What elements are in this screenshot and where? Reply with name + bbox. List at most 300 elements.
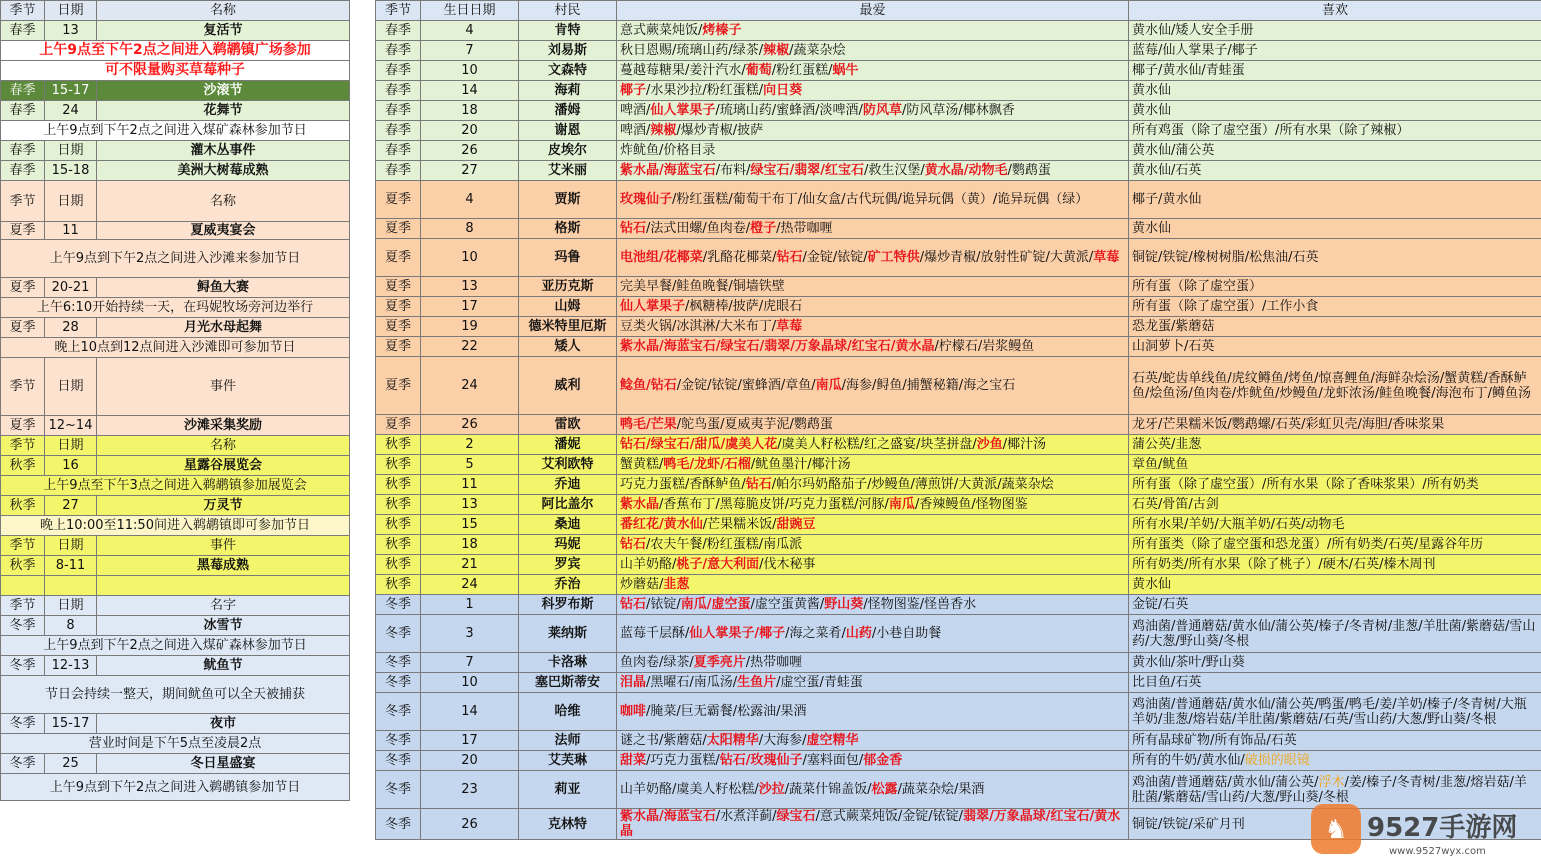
festival-date: 日期 xyxy=(45,358,97,416)
gift-text: 龙牙/芒果糯米饭/鹦鹉螺/石英/彩虹贝壳/海胆/香味浆果 xyxy=(1132,417,1445,432)
festival-season: 秋季 xyxy=(1,496,45,516)
villager-birthday: 24 xyxy=(421,575,519,595)
villager-name: 法师 xyxy=(519,731,617,751)
festival-row xyxy=(1,278,350,298)
villager-season: 冬季 xyxy=(376,771,421,809)
festival-date: 日期 xyxy=(45,436,97,456)
header-villager: 村民 xyxy=(519,1,617,21)
festival-date: 日期 xyxy=(45,181,97,222)
header-likes: 喜欢 xyxy=(1129,1,1541,21)
gift-text: 蒲公英/韭葱 xyxy=(1132,437,1202,452)
villager-loves xyxy=(617,41,1129,61)
gift-text: /怪物图鉴/怪兽香水 xyxy=(863,597,977,612)
gift-text: /蔬菜杂烩/果酒 xyxy=(897,782,985,797)
loved-gift-highlight: 仙人掌果子 xyxy=(650,103,716,118)
festival-season: 季节 xyxy=(1,536,45,556)
villager-season: 冬季 xyxy=(376,731,421,751)
villager-likes xyxy=(1129,693,1541,731)
loved-gift-highlight: 电池组/花椰菜 xyxy=(620,250,703,265)
festival-note-row xyxy=(1,774,350,801)
loved-gift-highlight: 沙鱼 xyxy=(976,437,1003,452)
festival-date: 24 xyxy=(45,101,97,121)
villager-likes xyxy=(1129,277,1541,297)
loved-gift-highlight: 黄水晶/动物毛 xyxy=(924,163,1008,178)
villager-name: 阿比盖尔 xyxy=(519,495,617,515)
villager-season: 秋季 xyxy=(376,475,421,495)
villager-season: 冬季 xyxy=(376,653,421,673)
villager-birthday: 19 xyxy=(421,317,519,337)
loved-gift-highlight: 葡萄 xyxy=(745,63,772,78)
villager-name: 肯特 xyxy=(519,21,617,41)
villager-name: 科罗布斯 xyxy=(519,595,617,615)
festival-season: 秋季 xyxy=(1,556,45,576)
gift-text: 秋日恩赐/琉璃山药/绿茶/ xyxy=(620,43,764,58)
gift-text: 章鱼/鱿鱼 xyxy=(1132,457,1189,472)
villager-likes xyxy=(1129,731,1541,751)
festival-note: 晚上10:00至11:50间进入鹈鹕镇即可参加节日 xyxy=(1,516,350,536)
villager-row xyxy=(376,595,1541,615)
villager-loves xyxy=(617,555,1129,575)
gift-text: 鸡油菌/普通蘑菇/黄水仙/蒲公英/ xyxy=(1132,774,1319,790)
gift-text: 所有晶球矿物/所有饰品/石英 xyxy=(1132,733,1297,748)
villager-birthday: 26 xyxy=(421,141,519,161)
villager-birthday: 4 xyxy=(421,21,519,41)
villager-season: 夏季 xyxy=(376,357,421,415)
villager-loves xyxy=(617,141,1129,161)
festival-season: 夏季 xyxy=(1,222,45,240)
gift-text: /爆炒青椒/披萨 xyxy=(676,123,764,138)
loved-gift-highlight: 仙人掌果子 xyxy=(620,299,686,314)
loved-gift-highlight: 鸭毛/龙虾/石榴 xyxy=(663,457,751,472)
villager-birthday: 4 xyxy=(421,181,519,219)
gift-text: /柠檬石/岩浆鳗鱼 xyxy=(934,339,1035,354)
festival-note: 上午9点到下午2点之间进入煤矿森林参加节日 xyxy=(1,636,350,656)
festival-season: 季节 xyxy=(1,358,45,416)
villager-season: 冬季 xyxy=(376,693,421,731)
gift-text: 椰子/黄水仙/青蛙蛋 xyxy=(1132,63,1245,78)
villager-season: 春季 xyxy=(376,81,421,101)
villager-name: 克林特 xyxy=(519,809,617,840)
villager-loves xyxy=(617,61,1129,81)
villager-likes xyxy=(1129,239,1541,277)
gift-text: 黄水仙/石英 xyxy=(1132,163,1202,178)
festival-date: 8 xyxy=(45,616,97,636)
villager-season: 夏季 xyxy=(376,277,421,297)
villager-birthday: 2 xyxy=(421,435,519,455)
gift-text: 黄水仙/茶叶/野山葵 xyxy=(1132,655,1245,670)
villager-season: 夏季 xyxy=(376,337,421,357)
villager-row xyxy=(376,121,1541,141)
gift-text: /意式蕨菜炖饭/金锭/铱锭/ xyxy=(815,809,964,824)
festival-note-row xyxy=(1,61,350,81)
villager-loves xyxy=(617,575,1129,595)
festival-row xyxy=(1,81,350,101)
festival-row xyxy=(1,496,350,516)
villager-season: 春季 xyxy=(376,161,421,181)
festival-date: 15-18 xyxy=(45,161,97,181)
gift-text: 黄水仙 xyxy=(1132,577,1172,592)
villager-likes xyxy=(1129,751,1541,771)
gift-text: 炒蘑菇/ xyxy=(620,577,664,592)
loved-gift-highlight: 矿工特供 xyxy=(867,250,920,265)
villager-row xyxy=(376,141,1541,161)
festival-row xyxy=(1,101,350,121)
festival-name: 美洲大树莓成熟 xyxy=(97,161,350,181)
watermark-brand: 9527手游网 xyxy=(1367,813,1518,843)
loved-gift-highlight: 钻石 xyxy=(776,250,803,265)
loved-gift-highlight: 鲶鱼/钻石 xyxy=(620,378,677,393)
villager-row xyxy=(376,161,1541,181)
festival-note: 营业时间是下午5点至凌晨2点 xyxy=(1,734,350,754)
villager-likes xyxy=(1129,653,1541,673)
gift-text: /小巷自助餐 xyxy=(871,626,942,641)
gift-text: /鹦鹉蛋 xyxy=(1007,163,1051,178)
villager-row xyxy=(376,653,1541,673)
festival-name: 鲟鱼大赛 xyxy=(97,278,350,298)
villager-name: 莉亚 xyxy=(519,771,617,809)
villager-birthday: 10 xyxy=(421,673,519,693)
villager-season: 夏季 xyxy=(376,219,421,239)
logo-glyph: ♞ xyxy=(1324,815,1348,845)
loved-gift-highlight: 南瓜/虚空蛋 xyxy=(680,597,751,612)
villager-loves xyxy=(617,475,1129,495)
villager-row xyxy=(376,555,1541,575)
villager-birthday: 8 xyxy=(421,219,519,239)
gift-text: 炸鱿鱼/价格目录 xyxy=(620,143,716,158)
festival-season: 季节 xyxy=(1,436,45,456)
villager-birthday: 14 xyxy=(421,693,519,731)
festival-name: 万灵节 xyxy=(97,496,350,516)
gift-text: /腌菜/巨无霸餐/松露油/果酒 xyxy=(646,704,807,719)
gift-text: 蓝莓千层酥/ xyxy=(620,626,690,641)
site-watermark-logo xyxy=(1309,798,1523,862)
villager-name: 雷欧 xyxy=(519,415,617,435)
villager-loves xyxy=(617,515,1129,535)
gift-text: /热带咖喱 xyxy=(745,655,803,670)
villager-season: 冬季 xyxy=(376,751,421,771)
festival-note: 晚上10点到12点间进入沙滩即可参加节日 xyxy=(1,338,350,358)
festival-name: 沙滩采集奖励 xyxy=(97,416,350,436)
loved-gift-highlight: 太阳精华 xyxy=(706,733,759,748)
villager-season: 秋季 xyxy=(376,435,421,455)
villager-row xyxy=(376,181,1541,219)
festival-season: 季节 xyxy=(1,181,45,222)
villager-likes xyxy=(1129,575,1541,595)
villager-name: 乔迪 xyxy=(519,475,617,495)
villager-row xyxy=(376,81,1541,101)
festival-date: 日期 xyxy=(45,596,97,616)
villager-birthday: 27 xyxy=(421,161,519,181)
villager-row xyxy=(376,575,1541,595)
gift-text: 所有鸡蛋（除了虚空蛋）/所有水果（除了辣椒） xyxy=(1132,123,1410,138)
villager-season: 冬季 xyxy=(376,673,421,693)
villager-row xyxy=(376,435,1541,455)
villager-gift-table xyxy=(375,0,1541,840)
loved-gift-highlight: 仙人掌果子/椰子 xyxy=(689,626,786,641)
festival-row xyxy=(1,456,350,476)
villager-loves xyxy=(617,81,1129,101)
header-birthday: 生日日期 xyxy=(421,1,519,21)
villager-likes xyxy=(1129,495,1541,515)
villager-birthday: 26 xyxy=(421,809,519,840)
festival-season: 冬季 xyxy=(1,656,45,676)
villager-likes xyxy=(1129,161,1541,181)
villager-name: 卡洛琳 xyxy=(519,653,617,673)
villager-row xyxy=(376,101,1541,121)
festival-note-row xyxy=(1,476,350,496)
festival-note: 可不限量购买草莓种子 xyxy=(1,61,350,81)
villager-loves xyxy=(617,771,1129,809)
villager-birthday: 26 xyxy=(421,415,519,435)
festival-name: 花舞节 xyxy=(97,101,350,121)
festival-row xyxy=(1,656,350,676)
villager-likes xyxy=(1129,61,1541,81)
gift-text: /枫糖棒/披萨/虎眼石 xyxy=(685,299,803,314)
festival-date: 12-13 xyxy=(45,656,97,676)
gift-text: 黄水仙/蒲公英 xyxy=(1132,143,1215,158)
festival-season: 季节 xyxy=(1,1,45,21)
festival-note-row xyxy=(1,41,350,61)
villager-season: 春季 xyxy=(376,101,421,121)
festival-season: 季节 xyxy=(1,596,45,616)
festival-row xyxy=(1,576,350,596)
festival-name: 名称 xyxy=(97,181,350,222)
loved-gift-highlight: 松露 xyxy=(871,782,898,797)
festival-row xyxy=(1,181,350,222)
gift-text: /虞美人籽松糕/红之盛宴/块茎拼盘/ xyxy=(777,437,977,452)
villager-row xyxy=(376,455,1541,475)
gift-text: 蓝莓/仙人掌果子/椰子 xyxy=(1132,43,1258,58)
festival-row xyxy=(1,556,350,576)
villager-name: 玛鲁 xyxy=(519,239,617,277)
festival-name: 事件 xyxy=(97,358,350,416)
villager-name: 谢恩 xyxy=(519,121,617,141)
villager-row xyxy=(376,277,1541,297)
villager-loves xyxy=(617,239,1129,277)
gift-text: 所有蛋（除了虚空蛋） xyxy=(1132,279,1263,294)
gift-text: /海之菜肴/ xyxy=(785,626,846,641)
gift-text: 山羊奶酪/虞美人籽松糕/ xyxy=(620,782,759,797)
gift-text: /法式田螺/鱼肉卷/ xyxy=(646,221,751,236)
loved-gift-highlight: 绿宝石/翡翠/红宝石 xyxy=(750,163,865,178)
gift-text: /蔬菜杂烩 xyxy=(789,43,846,58)
villager-likes xyxy=(1129,475,1541,495)
villager-name: 莱纳斯 xyxy=(519,615,617,653)
villager-loves xyxy=(617,181,1129,219)
villager-season: 冬季 xyxy=(376,809,421,840)
villager-birthday: 23 xyxy=(421,771,519,809)
gift-text: /琉璃山药/蜜蜂酒/淡啤酒/ xyxy=(715,103,863,118)
gift-text: /鱿鱼墨汁/椰汁汤 xyxy=(750,457,851,472)
villager-birthday: 14 xyxy=(421,81,519,101)
loved-gift-highlight: 桃子/意大利面 xyxy=(676,557,760,572)
gift-text: 完美早餐/鲑鱼晚餐/铜墙铁壁 xyxy=(620,279,785,294)
villager-row xyxy=(376,535,1541,555)
villager-season: 春季 xyxy=(376,41,421,61)
villager-likes xyxy=(1129,515,1541,535)
villager-name: 玛妮 xyxy=(519,535,617,555)
villager-loves xyxy=(617,21,1129,41)
festival-date: 日期 xyxy=(45,536,97,556)
gift-text: 恐龙蛋/紫蘑菇 xyxy=(1132,319,1215,334)
loved-gift-highlight: 蜗牛 xyxy=(832,63,859,78)
gift-text: 所有蛋（除了虚空蛋）/工作小食 xyxy=(1132,299,1319,314)
villager-birthday: 15 xyxy=(421,515,519,535)
gift-text: 浮木 xyxy=(1318,774,1345,790)
gift-text: /蔬菜什锦盖饭/ xyxy=(784,782,872,797)
festival-season: 冬季 xyxy=(1,754,45,774)
festival-season: 夏季 xyxy=(1,278,45,298)
gift-text: /铱锭/ xyxy=(646,597,681,612)
villager-loves xyxy=(617,161,1129,181)
loved-gift-highlight: 紫水晶/海蓝宝石 xyxy=(620,809,716,824)
villager-season: 春季 xyxy=(376,121,421,141)
gift-text: /爆炒青椒/放射性矿锭/大黄派/ xyxy=(919,250,1094,265)
festival-season: 夏季 xyxy=(1,318,45,338)
festival-name: 黑莓成熟 xyxy=(97,556,350,576)
festival-note-row xyxy=(1,636,350,656)
loved-gift-highlight: 钻石 xyxy=(620,537,647,552)
festival-row xyxy=(1,596,350,616)
gift-text: 石英/骨笛/古剑 xyxy=(1132,497,1219,512)
festival-date: 12~14 xyxy=(45,416,97,436)
gift-text: 黄水仙 xyxy=(1132,83,1172,98)
loved-gift-highlight: 番红花/黄水仙 xyxy=(620,517,703,532)
gift-text: 鸡油菌/普通蘑菇/黄水仙/蒲公英/鸭蛋/鸭毛/姜/羊奶/榛子/冬青树/大瓶羊奶/韭葱/熔岩菇/羊肚菌/紫蘑菇/石英/雪山药/大葱/野山葵/冬根 xyxy=(1132,696,1527,727)
villager-name: 艾利欧特 xyxy=(519,455,617,475)
villager-loves xyxy=(617,121,1129,141)
villager-row xyxy=(376,495,1541,515)
villager-loves xyxy=(617,415,1129,435)
villager-likes xyxy=(1129,101,1541,121)
festival-date: 20-21 xyxy=(45,278,97,298)
villager-loves xyxy=(617,219,1129,239)
villager-likes xyxy=(1129,141,1541,161)
gift-text: 铜锭/铁锭/橡树树脂/松焦油/石英 xyxy=(1132,250,1319,265)
villager-loves xyxy=(617,535,1129,555)
festival-row xyxy=(1,754,350,774)
loved-gift-highlight: 向日葵 xyxy=(763,83,803,98)
gift-text: 蔓越莓糖果/姜汁汽水/ xyxy=(620,63,746,78)
gift-text: /粉红蛋糕/ xyxy=(771,63,833,78)
villager-season: 秋季 xyxy=(376,455,421,475)
villager-loves xyxy=(617,435,1129,455)
festival-season: 春季 xyxy=(1,101,45,121)
festival-note-row xyxy=(1,298,350,318)
villager-name: 山姆 xyxy=(519,297,617,317)
gift-text: 比目鱼/石英 xyxy=(1132,675,1202,690)
loved-gift-highlight: 南瓜 xyxy=(815,378,842,393)
festival-note: 上午9点到下午2点之间进入煤矿森林参加节日 xyxy=(1,121,350,141)
gift-text: 山羊奶酪/ xyxy=(620,557,677,572)
villager-loves xyxy=(617,615,1129,653)
villager-birthday: 3 xyxy=(421,615,519,653)
villager-season: 冬季 xyxy=(376,615,421,653)
villager-name: 艾芙琳 xyxy=(519,751,617,771)
villager-row xyxy=(376,731,1541,751)
gift-text: /帕尔玛奶酪茄子/炒鳗鱼/薄煎饼/大黄派/蔬菜杂烩 xyxy=(771,477,1054,492)
villager-season: 夏季 xyxy=(376,317,421,337)
festival-note-row xyxy=(1,734,350,754)
gift-text: /防风草汤/椰林飘香 xyxy=(901,103,1015,118)
villager-loves xyxy=(617,455,1129,475)
festival-name: 名称 xyxy=(97,1,350,21)
gift-text: 所有蛋（除了虚空蛋）/所有水果（除了香味浆果）/所有奶类 xyxy=(1132,477,1479,492)
festival-name: 名称 xyxy=(97,436,350,456)
festival-row xyxy=(1,1,350,21)
loved-gift-highlight: 辣椒 xyxy=(763,43,790,58)
festival-date: 15-17 xyxy=(45,81,97,101)
gift-text: /农夫午餐/粉红蛋糕/南瓜派 xyxy=(646,537,803,552)
festival-row xyxy=(1,222,350,240)
villager-name: 哈维 xyxy=(519,693,617,731)
villager-name: 威利 xyxy=(519,357,617,415)
villager-row xyxy=(376,673,1541,693)
festival-name: 夏威夷宴会 xyxy=(97,222,350,240)
villager-row xyxy=(376,297,1541,317)
festival-date: 28 xyxy=(45,318,97,338)
gift-text: 所有蛋类（除了虚空蛋和恐龙蛋）/所有奶类/石英/星露谷年历 xyxy=(1132,537,1484,552)
loved-gift-highlight: 烤榛子 xyxy=(702,23,742,38)
header-season: 季节 xyxy=(376,1,421,21)
loved-gift-highlight: 绿宝石 xyxy=(776,809,816,824)
villager-loves xyxy=(617,693,1129,731)
gift-text: /鸵鸟蛋/夏威夷芋泥/鹦鹉蛋 xyxy=(676,417,833,432)
loved-gift-highlight: 咖啡 xyxy=(620,704,647,719)
villager-loves xyxy=(617,317,1129,337)
villager-loves xyxy=(617,337,1129,357)
festival-season: 冬季 xyxy=(1,714,45,734)
villager-name: 矮人 xyxy=(519,337,617,357)
festival-row xyxy=(1,714,350,734)
villager-row xyxy=(376,693,1541,731)
festival-date: 8-11 xyxy=(45,556,97,576)
gift-text: /虚空蛋黄酱/ xyxy=(750,597,825,612)
gift-text: 啤酒/ xyxy=(620,123,651,138)
festival-note: 上午9点到下午2点之间进入鹈鹕镇参加节日 xyxy=(1,774,350,801)
festival-name: 事件 xyxy=(97,536,350,556)
villager-season: 秋季 xyxy=(376,515,421,535)
festival-name: 鱿鱼节 xyxy=(97,656,350,676)
villager-header-row xyxy=(376,1,1541,21)
villager-row xyxy=(376,751,1541,771)
villager-name: 艾米丽 xyxy=(519,161,617,181)
festival-name xyxy=(97,576,350,596)
festival-season xyxy=(1,576,45,596)
loved-gift-highlight: 钻石/绿宝石/甜瓜/虞美人花 xyxy=(620,437,778,452)
loved-gift-highlight: 草莓 xyxy=(1093,250,1120,265)
gift-text: /乳酪花椰菜/ xyxy=(702,250,777,265)
villager-likes xyxy=(1129,455,1541,475)
villager-likes xyxy=(1129,297,1541,317)
festival-date: 11 xyxy=(45,222,97,240)
loved-gift-highlight: 泪晶 xyxy=(620,675,647,690)
villager-season: 春季 xyxy=(376,21,421,41)
villager-birthday: 21 xyxy=(421,555,519,575)
festival-season: 春季 xyxy=(1,161,45,181)
villager-birthday: 10 xyxy=(421,61,519,81)
villager-likes xyxy=(1129,673,1541,693)
villager-loves xyxy=(617,809,1129,840)
villager-loves xyxy=(617,653,1129,673)
loved-gift-highlight: 钻石 xyxy=(620,221,647,236)
festival-date: 15-17 xyxy=(45,714,97,734)
villager-loves xyxy=(617,277,1129,297)
villager-name: 皮埃尔 xyxy=(519,141,617,161)
festival-row xyxy=(1,141,350,161)
villager-season: 春季 xyxy=(376,141,421,161)
villager-row xyxy=(376,41,1541,61)
